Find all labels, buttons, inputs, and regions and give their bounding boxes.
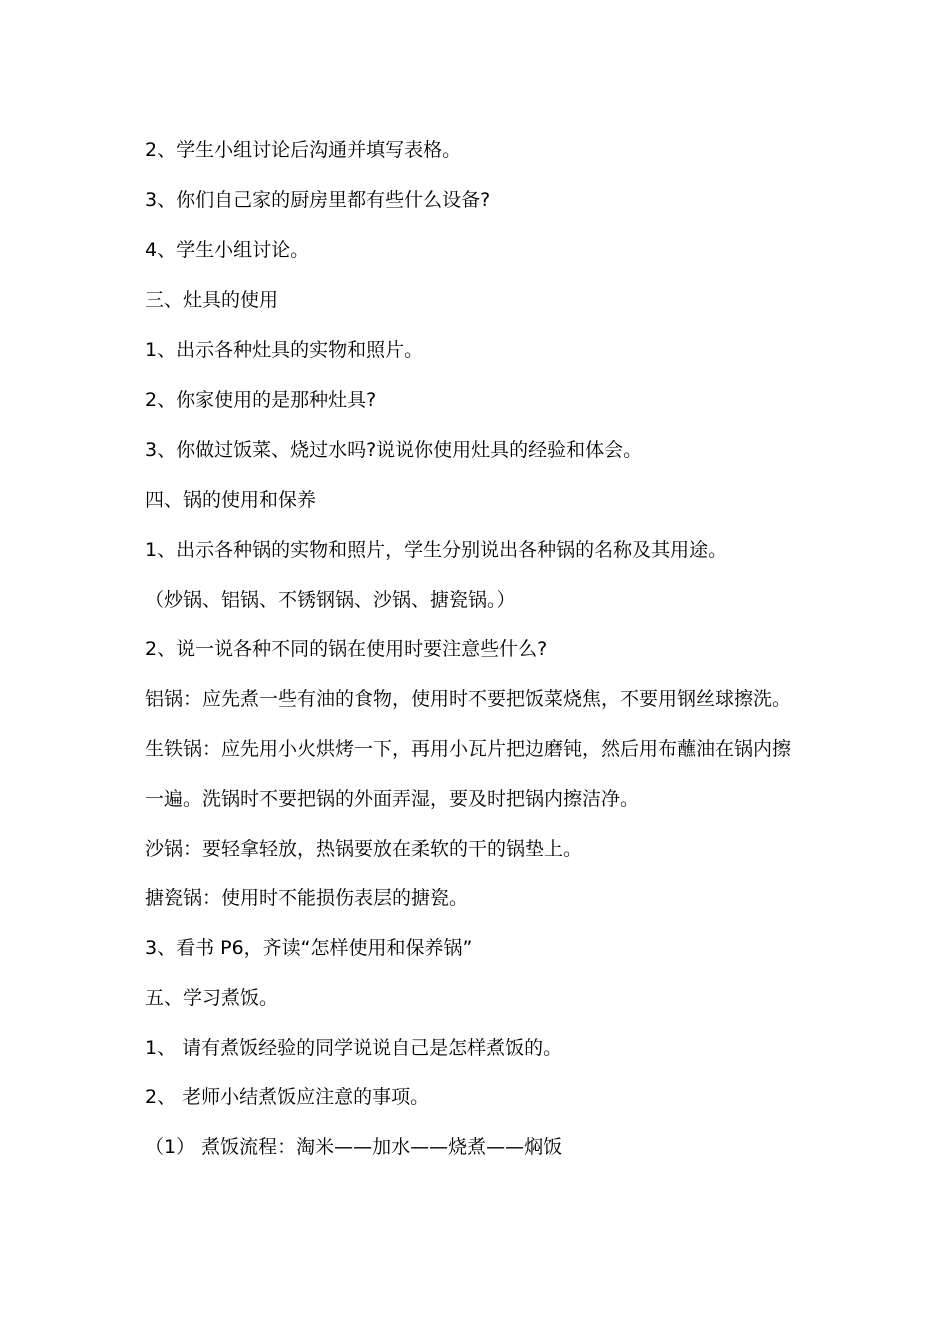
text-line: 4、学生小组讨论。 [145, 239, 310, 261]
text-line: 3、你做过饭菜、烧过水吗?说说你使用灶具的经验和体会。 [145, 439, 643, 461]
text-line: 生铁锅：应先用小火烘烤一下，再用小瓦片把边磨钝，然后用布蘸油在锅内擦 [145, 738, 792, 760]
text-line: 3、看书 P6，齐读“怎样使用和保养锅” [145, 937, 473, 959]
text-line: 搪瓷锅：使用时不能损伤表层的搪瓷。 [145, 887, 469, 909]
text-line: 2、说一说各种不同的锅在使用时要注意些什么? [145, 638, 548, 660]
text-line: 一遍。洗锅时不要把锅的外面弄湿，要及时把锅内擦洁净。 [145, 788, 640, 810]
text-line: （1） 煮饭流程：淘米——加水——烧煮——焖饭 [145, 1136, 563, 1158]
text-line: 铝锅：应先煮一些有油的食物，使用时不要把饭菜烧焦，不要用钢丝球擦洗。 [145, 688, 792, 710]
section-heading: 五、学习煮饭。 [145, 987, 279, 1009]
section-heading: 三、灶具的使用 [145, 289, 279, 311]
text-line: 沙锅：要轻拿轻放，热锅要放在柔软的干的锅垫上。 [145, 838, 583, 860]
text-line: 3、你们自己家的厨房里都有些什么设备? [145, 189, 491, 211]
text-line: （炒锅、铝锅、不锈钢锅、沙锅、搪瓷锅。） [145, 589, 516, 611]
text-line: 1、 请有煮饭经验的同学说说自己是怎样煮饭的。 [145, 1037, 563, 1059]
text-line: 1、出示各种锅的实物和照片，学生分别说出各种锅的名称及其用途。 [145, 539, 728, 561]
text-line: 2、你家使用的是那种灶具? [145, 389, 377, 411]
text-line: 2、 老师小结煮饭应注意的事项。 [145, 1086, 430, 1108]
section-heading: 四、锅的使用和保养 [145, 489, 317, 511]
text-line: 2、学生小组讨论后沟通并填写表格。 [145, 139, 462, 161]
text-line: 1、出示各种灶具的实物和照片。 [145, 339, 424, 361]
